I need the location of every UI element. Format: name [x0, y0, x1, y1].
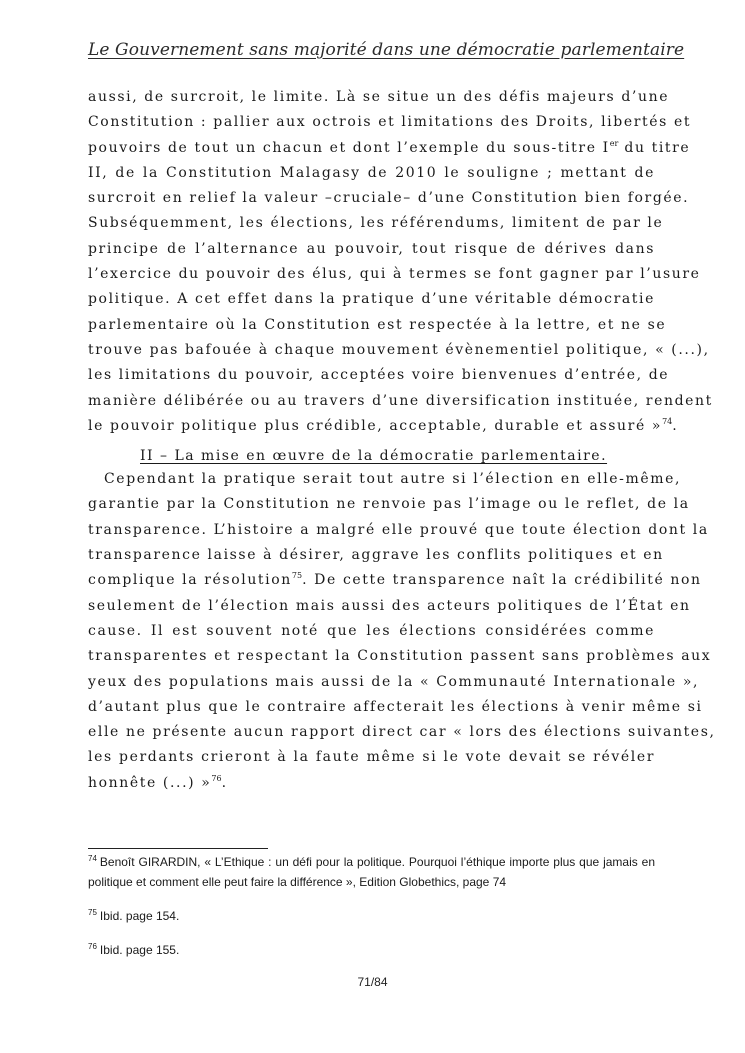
text-line: elle ne présente aucun rapport direct car « lors des élections suivantes, [88, 724, 716, 741]
running-header: Le Gouvernement sans majorité dans une démocratie parlementaire [88, 40, 685, 60]
text-line: transparentes et respectant la Constitution passent sans problèmes aux [88, 648, 712, 665]
text-fragment: le pouvoir politique plus crédible, acceptable, durable et assuré » [88, 417, 663, 434]
text-line: trouve pas bafouée à chaque mouvement évènementiel politique, « (...), [88, 341, 710, 358]
body-text [88, 85, 716, 796]
text-line: d’autant plus que le contraire affecterait les élections à venir même si [88, 698, 703, 715]
text-line: yeux des populations mais aussi de la « Communauté Internationale », [88, 673, 700, 690]
footnote-ref-74[interactable]: 74 [662, 416, 673, 426]
text-line [88, 771, 655, 796]
text-line: cause. Il est souvent noté que les élections considérées comme [88, 622, 655, 639]
footnote-number: 74 [88, 854, 97, 863]
text-fragment: pouvoirs de tout un chacun et dont l’exemple du sous-titre I [88, 139, 610, 156]
footnote-74-continued: politique et comment elle peut faire la différence », Edition Globethics, page 74 [88, 875, 507, 889]
text-line: garantie par la Constitution ne renvoie pas l’image ou le reflet, de la [88, 496, 690, 513]
footnote-text: Benoît GIRARDIN, « L’Ethique : un défi pour la politique. Pourquoi l’éthique importe plus que jamais en [99, 855, 655, 869]
paragraph-2 [88, 467, 716, 796]
footnote-ref-75[interactable]: 75 [291, 571, 303, 581]
superscript-er: er [609, 138, 619, 148]
text-line: politique. A cet effet dans la pratique d’une véritable démocratie [88, 291, 655, 308]
footnote-number: 75 [88, 908, 97, 917]
text-line: Subséquemment, les élections, les référendums, limitent de par le [88, 215, 664, 232]
text-fragment: . De cette transparence naît la crédibilité non [302, 572, 702, 589]
footnote-74 [88, 852, 655, 872]
text-line: parlementaire où la Constitution est respectée à la lettre, et ne se [88, 316, 667, 333]
footnote-76 [88, 940, 655, 960]
text-fragment: complique la résolution [88, 572, 292, 589]
footnote-text: Ibid. page 155. [99, 943, 180, 957]
footnote-ref-76[interactable]: 76 [211, 773, 222, 783]
text-fragment: . [672, 417, 679, 434]
text-fragment: honnête (...) » [88, 774, 212, 791]
text-line: manière délibérée ou au travers d’une diversification instituée, rendent [88, 392, 713, 409]
page-number: 71/84 [357, 975, 388, 989]
text-line [88, 568, 702, 593]
text-line: les limitations du pouvoir, acceptées voire bienvenues d’entrée, de [88, 367, 670, 384]
text-line: transparence laisse à désirer, aggrave les conflits politiques et en [88, 547, 664, 564]
text-line: principe de l’alternance au pouvoir, tout risque de dérives dans [88, 240, 655, 257]
text-line: surcroit en relief la valeur –cruciale– d’une Constitution bien forgée. [88, 190, 690, 207]
text-line: seulement de l’élection mais aussi des acteurs politiques de l’État en [88, 597, 691, 614]
footnote-text: Ibid. page 154. [99, 909, 180, 923]
footnote-75 [88, 906, 655, 926]
text-fragment: du titre [618, 139, 691, 156]
section-heading-text: II – La mise en œuvre de la démocratie parlementaire. [140, 448, 608, 465]
text-line: aussi, de surcroit, le limite. Là se situe un des défis majeurs d’une [88, 89, 670, 105]
paragraph-1 [88, 85, 713, 439]
text-fragment: . [221, 774, 228, 791]
text-line: II, de la Constitution Malagasy de 2010 le souligne ; mettant de [88, 164, 655, 181]
text-line: Constitution : pallier aux octrois et limitations des Droits, libertés et [88, 114, 692, 131]
footnote-number: 76 [88, 942, 97, 951]
text-line [88, 414, 679, 439]
text-line: transparence. L’histoire a malgré elle prouvé que toute élection dont la [88, 521, 709, 538]
text-line: Cependant la pratique serait tout autre si l’élection en elle-même, [104, 471, 682, 488]
text-line: l’exercice du pouvoir des élus, qui à termes se font gagner par l’usure [88, 266, 701, 283]
section-heading [88, 439, 655, 467]
footnote-separator [88, 848, 268, 849]
text-line [88, 136, 691, 161]
text-line: les perdants crieront à la faute même si le vote devait se révéler [88, 749, 655, 766]
footnotes [88, 852, 655, 960]
